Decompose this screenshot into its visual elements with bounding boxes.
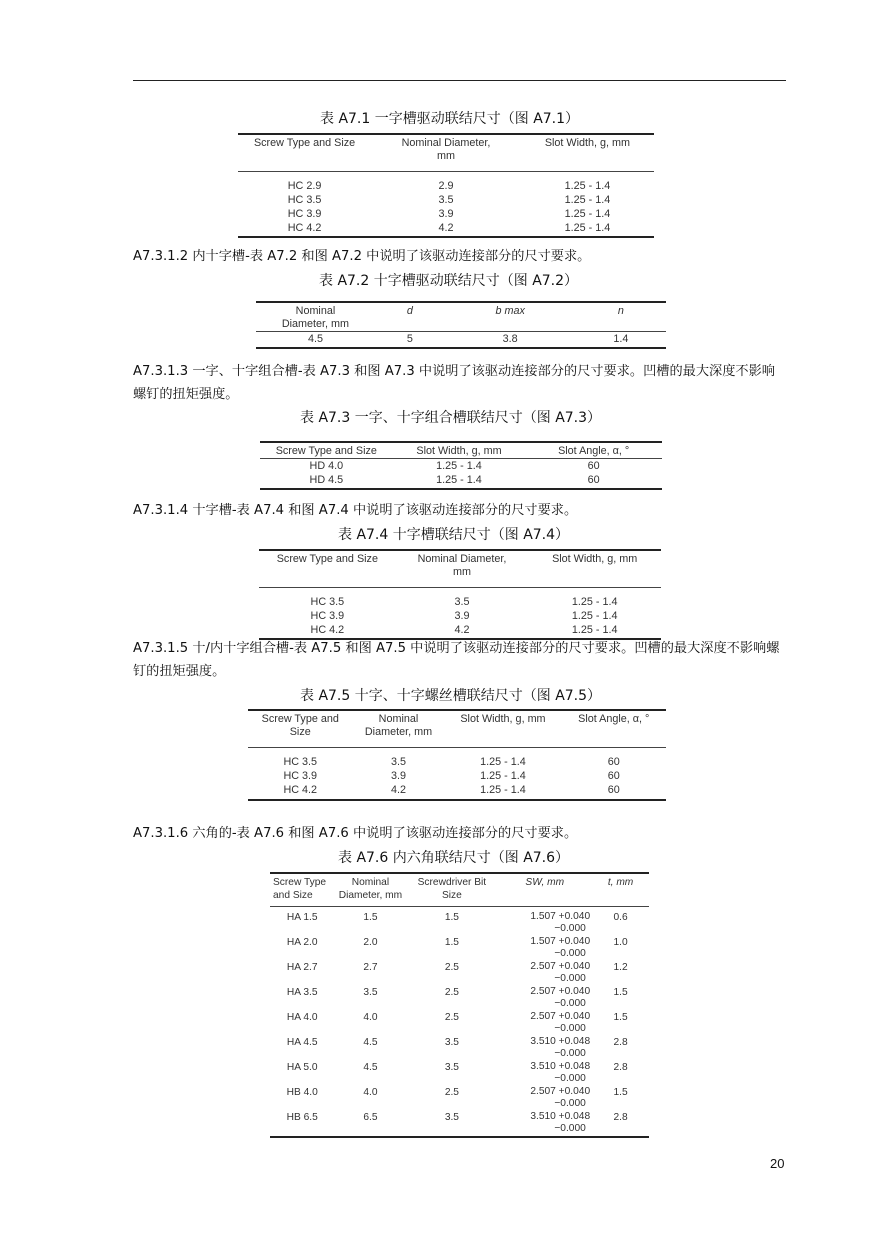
table-row: HC 2.9 2.9 1.25 - 1.4 xyxy=(287,180,611,192)
page-number: 20 xyxy=(770,1156,785,1171)
table-row: HC 4.2 4.2 1.25 - 1.4 xyxy=(259,623,661,639)
table-row: HA 5.0 4.5 3.5 3.510 +0.048 −0.000 2.8 xyxy=(286,1061,628,1084)
table-header: d xyxy=(375,302,445,332)
table-header: Nominal Diameter, mm xyxy=(256,302,375,332)
table-header: Slot Angle, α, ° xyxy=(561,710,666,748)
table-header: Screw Type and Size xyxy=(260,442,393,459)
table-header: Nominal Diameter, mm xyxy=(396,550,529,588)
table-row: HC 3.9 3.9 1.25 - 1.4 60 xyxy=(283,770,620,782)
table-row: HC 3.5 3.5 1.25 - 1.4 xyxy=(287,194,611,206)
table-row: HC 3.5 3.5 1.25 - 1.4 xyxy=(310,596,618,608)
table-row: 4.5 5 3.8 1.4 xyxy=(256,332,666,349)
table-header: Nominal Diameter, mm xyxy=(353,710,445,748)
table-a76 xyxy=(270,872,649,1138)
paragraph-a7312: A7.3.1.2 内十字槽-表 A7.2 和图 A7.2 中说明了该驱动连接部分的尺寸要求。 xyxy=(133,249,591,264)
table-row: HA 2.0 2.0 1.5 1.507 +0.040 −0.000 1.0 xyxy=(286,936,628,959)
table-a71-caption: 表 A7.1 一字槽驱动联结尺寸（图 A7.1） xyxy=(320,111,580,127)
table-header: SW, mm xyxy=(497,873,592,907)
table-row: HA 4.5 4.5 3.5 3.510 +0.048 −0.000 2.8 xyxy=(286,1036,628,1059)
table-header: Nominal Diameter, mm xyxy=(371,134,521,172)
table-row: HA 4.0 4.0 2.5 2.507 +0.040 −0.000 1.5 xyxy=(286,1011,628,1034)
table-row: HB 4.0 4.0 2.5 2.507 +0.040 −0.000 1.5 xyxy=(286,1086,628,1109)
table-row: HD 4.5 1.25 - 1.4 60 xyxy=(260,473,662,489)
table-a73 xyxy=(260,441,662,490)
table-a74 xyxy=(259,549,661,640)
table-row: HC 4.2 4.2 1.25 - 1.4 60 xyxy=(248,783,666,800)
paragraph-a7316: A7.3.1.6 六角的-表 A7.6 和图 A7.6 中说明了该驱动连接部分的尺寸要求。 xyxy=(133,826,578,841)
table-a75 xyxy=(248,709,666,801)
table-header: b max xyxy=(445,302,576,332)
table-header: Nominal Diameter, mm xyxy=(334,873,406,907)
table-row: HA 3.5 3.5 2.5 2.507 +0.040 −0.000 1.5 xyxy=(286,986,628,1009)
table-header: Screwdriver Bit Size xyxy=(406,873,497,907)
table-a71 xyxy=(238,133,654,238)
table-header: Screw Type and Size xyxy=(248,710,353,748)
table-header: Screw Type and Size xyxy=(259,550,396,588)
table-row: HC 3.5 3.5 1.25 - 1.4 60 xyxy=(283,756,620,768)
table-header: t, mm xyxy=(592,873,649,907)
table-header: Screw Type and Size xyxy=(270,873,334,907)
table-header: n xyxy=(576,302,666,332)
table-header: Slot Width, g, mm xyxy=(393,442,526,459)
table-header: Slot Width, g, mm xyxy=(528,550,661,588)
table-a72 xyxy=(256,301,666,349)
paragraph-a7315: A7.3.1.5 十/内十字组合槽-表 A7.5 和图 A7.5 中说明了该驱动连接部分的尺寸要求。凹槽的最大深度不影响螺钉的扭矩强度。 xyxy=(133,641,780,679)
table-row: HA 2.7 2.7 2.5 2.507 +0.040 −0.000 1.2 xyxy=(286,961,628,984)
table-a73-caption: 表 A7.3 一字、十字组合槽联结尺寸（图 A7.3） xyxy=(300,410,602,426)
paragraph-a7313: A7.3.1.3 一字、十字组合槽-表 A7.3 和图 A7.3 中说明了该驱动连接部分的尺寸要求。凹槽的最大深度不影响螺钉的扭矩强度。 xyxy=(133,364,775,402)
table-a74-caption: 表 A7.4 十字槽联结尺寸（图 A7.4） xyxy=(338,527,570,543)
paragraph-a7314: A7.3.1.4 十字槽-表 A7.4 和图 A7.4 中说明了该驱动连接部分的尺寸要求。 xyxy=(133,503,578,518)
table-row: HC 3.9 3.9 1.25 - 1.4 xyxy=(287,208,611,220)
table-row: HB 6.5 6.5 3.5 3.510 +0.048 −0.000 2.8 xyxy=(270,1111,649,1137)
table-header: Slot Width, g, mm xyxy=(444,710,561,748)
table-row: HC 4.2 4.2 1.25 - 1.4 xyxy=(238,221,654,237)
table-row: HA 1.5 1.5 1.5 1.507 +0.040 −0.000 0.6 xyxy=(286,911,628,934)
table-a76-caption: 表 A7.6 内六角联结尺寸（图 A7.6） xyxy=(338,850,570,866)
table-a72-caption: 表 A7.2 十字槽驱动联结尺寸（图 A7.2） xyxy=(319,273,579,289)
header-rule xyxy=(133,80,786,81)
table-a75-caption: 表 A7.5 十字、十字螺丝槽联结尺寸（图 A7.5） xyxy=(300,688,602,704)
table-header: Screw Type and Size xyxy=(238,134,371,172)
table-header: Slot Width, g, mm xyxy=(521,134,654,172)
table-row: HD 4.0 1.25 - 1.4 60 xyxy=(309,460,600,472)
table-row: HC 3.9 3.9 1.25 - 1.4 xyxy=(310,610,618,622)
table-header: Slot Angle, α, ° xyxy=(525,442,662,459)
